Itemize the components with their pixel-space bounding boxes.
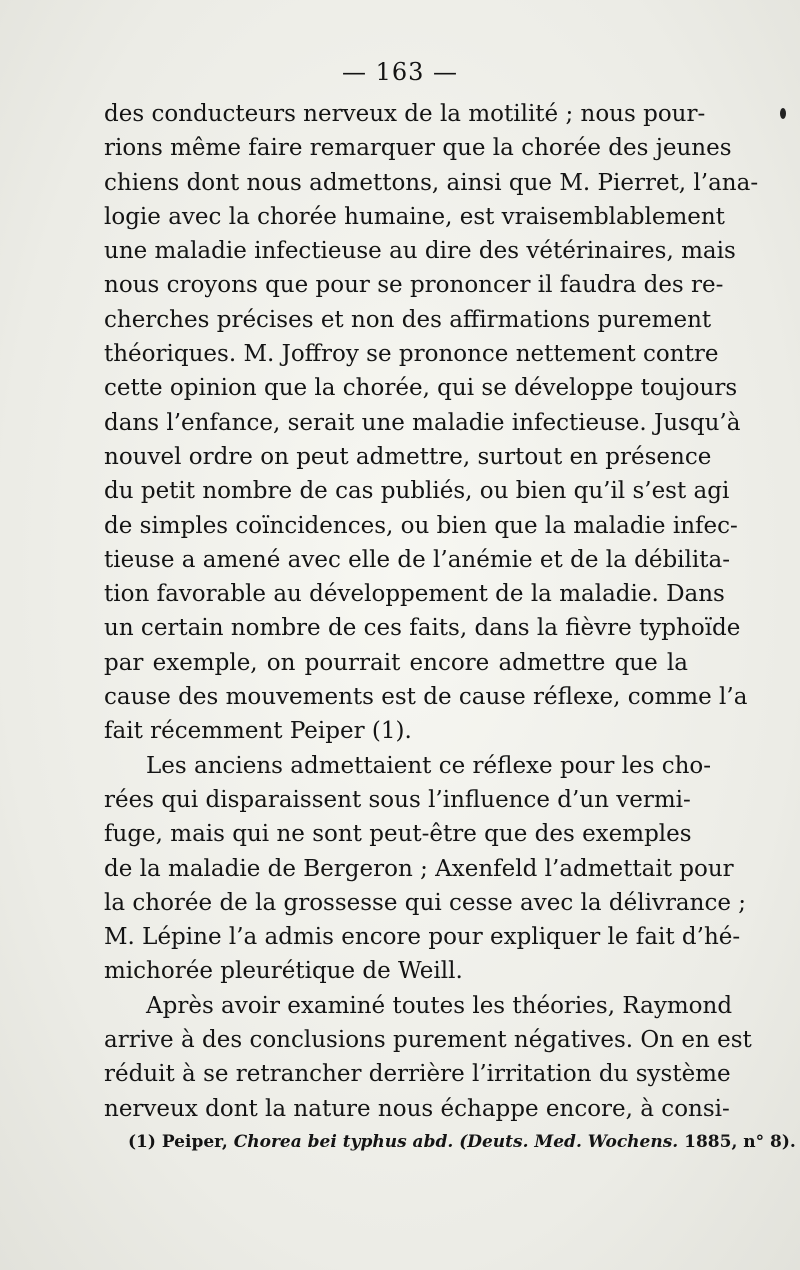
text-line: cette opinion que la chorée, qui se développe toujours [104,375,738,402]
text-line: une maladie infectieuse au dire des vétérinaires, mais [104,238,736,265]
text-line: du petit nombre de cas publiés, ou bien qu’il s’est agi [104,478,730,505]
footnote-details: 1885, n° 8). [684,1132,796,1152]
text-line: cause des mouvements est de cause réflexe, comme l’a [104,684,748,711]
paragraph-3 [104,989,752,1126]
paragraph-1 [104,97,759,749]
text-line: fait récemment Peiper (1). [104,718,412,745]
text-line: par exemple, on pourrait encore admettre que la [104,649,688,676]
paragraph-2 [104,749,747,989]
text-line: tion favorable au développement de la maladie. Dans [104,581,725,608]
text-line: rées qui disparaissent sous l’influence d’un vermi- [104,786,691,813]
footnote-title: Chorea bei typhus abd. [233,1132,454,1152]
text-line: Les anciens admettaient ce réflexe pour les cho- [146,752,712,779]
text-line: de simples coïncidences, ou bien que la maladie infec- [104,512,738,539]
text-line: nerveux dont la nature nous échappe encore, à consi- [104,1095,730,1122]
text-line: de la maladie de Bergeron ; Axenfeld l’admettait pour [104,855,734,882]
text-line: théoriques. M. Joffroy se prononce nettement contre [104,341,719,368]
text-line: un certain nombre de ces faits, dans la fièvre typhoïde [104,615,741,642]
text-line: Après avoir examiné toutes les théories, Raymond [146,992,733,1019]
text-line: michorée pleurétique de Weill. [104,958,463,985]
footnote-author: Peiper, [161,1132,228,1152]
text-line: cherches précises et non des affirmations purement [104,306,712,333]
footnote-journal: (Deuts. Med. Wochens. [459,1132,679,1152]
ink-speck [780,108,786,119]
footnote [128,1128,796,1156]
text-line: logie avec la chorée humaine, est vraisemblablement [104,203,725,230]
text-line: des conducteurs nerveux de la motilité ; nous pour- [104,101,706,127]
text-line: rions même faire remarquer que la chorée des jeunes [104,135,732,162]
text-line: chiens dont nous admettons, ainsi que M. Pierret, l’ana- [104,169,759,196]
text-line: arrive à des conclusions purement négatives. On en est [104,1027,752,1054]
text-line: nous croyons que pour se prononcer il faudra des re- [104,272,724,299]
body-text [104,97,759,1126]
footnote-marker: (1) [128,1132,156,1152]
text-line: M. Lépine l’a admis encore pour expliquer le fait d’hé- [104,924,741,951]
text-line: tieuse a amené avec elle de l’anémie et de la débilita- [104,546,730,573]
text-line: nouvel ordre on peut admettre, surtout en présence [104,443,712,470]
page-number: — 163 — [341,58,459,86]
text-line: dans l’enfance, serait une maladie infectieuse. Jusqu’à [104,409,741,436]
text-line: réduit à se retrancher derrière l’irritation du système [104,1061,731,1088]
text-line: fuge, mais qui ne sont peut-être que des exemples [104,821,692,848]
text-line: la chorée de la grossesse qui cesse avec la délivrance ; [104,889,747,916]
